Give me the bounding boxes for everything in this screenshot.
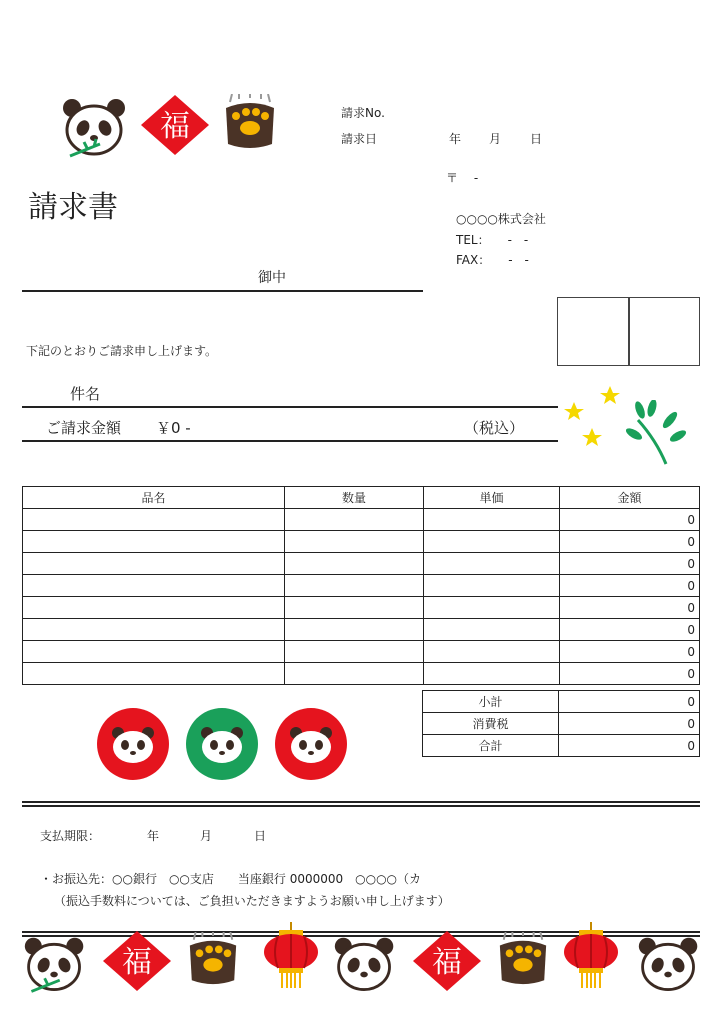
fuku-diamond-icon — [412, 930, 482, 992]
stamp-divider — [628, 297, 630, 366]
date-year: 年 — [449, 132, 462, 146]
cell-item[interactable] — [23, 619, 285, 641]
deadline-day: 日 — [254, 829, 267, 843]
date-day: 日 — [530, 132, 543, 146]
bamboo-icon — [626, 400, 690, 466]
postal-code: 〒 - — [446, 171, 479, 185]
stars-icon — [562, 384, 626, 448]
page-title: 請求書 — [28, 190, 118, 225]
cell-amount[interactable]: 0 — [560, 575, 700, 597]
table-header-row — [23, 487, 700, 509]
lantern-icon — [262, 922, 320, 990]
cell-amount[interactable]: 0 — [560, 597, 700, 619]
cell-qty[interactable] — [285, 641, 424, 663]
amount-label: ご請求金額 — [46, 419, 122, 437]
cell-item[interactable] — [23, 597, 285, 619]
paw-icon — [186, 932, 240, 988]
table-row — [23, 597, 700, 619]
payment-deadline-label: 支払期限： — [40, 829, 101, 843]
cell-qty[interactable] — [285, 553, 424, 575]
cell-price[interactable] — [424, 641, 560, 663]
cell-qty[interactable] — [285, 575, 424, 597]
cell-item[interactable] — [23, 553, 285, 575]
panda-icon — [332, 934, 398, 998]
total-label: 合計 — [423, 735, 559, 757]
cell-price[interactable] — [424, 663, 560, 685]
table-row — [23, 619, 700, 641]
intro-text: 下記のとおりご請求申し上げます。 — [26, 344, 218, 358]
bank-info: ・お振込先：○○銀行 ○○支店 当座銀行 0000000 ○○○○（カ — [40, 872, 422, 886]
cell-amount[interactable]: 0 — [560, 553, 700, 575]
table-row — [23, 663, 700, 685]
cell-item[interactable] — [23, 575, 285, 597]
cell-price[interactable] — [424, 531, 560, 553]
cell-qty[interactable] — [285, 597, 424, 619]
company-name: ○○○○株式会社 — [456, 212, 546, 226]
fuku-diamond-icon — [140, 94, 210, 156]
section-divider — [22, 801, 700, 803]
cell-amount[interactable]: 0 — [560, 509, 700, 531]
cell-qty[interactable] — [285, 619, 424, 641]
table-row — [23, 531, 700, 553]
cell-qty[interactable] — [285, 509, 424, 531]
cell-qty[interactable] — [285, 663, 424, 685]
cell-qty[interactable] — [285, 531, 424, 553]
deadline-month: 月 — [200, 829, 213, 843]
summary-row — [423, 713, 700, 735]
panda-badge-green-icon — [186, 708, 258, 780]
tax-note: （税込） — [464, 419, 525, 437]
invoice-no-label: 請求No. — [341, 106, 385, 120]
panda-icon — [22, 934, 88, 998]
amount-value: ￥0 - — [156, 419, 191, 437]
cell-amount[interactable]: 0 — [560, 641, 700, 663]
invoice-date-label: 請求日 — [341, 132, 378, 146]
cell-price[interactable] — [424, 553, 560, 575]
fuku-char: 福 — [432, 945, 462, 980]
paw-icon — [496, 932, 550, 988]
col-unit-price: 単価 — [424, 487, 560, 509]
panda-badge-red-icon — [275, 708, 347, 780]
lantern-icon — [562, 922, 620, 990]
cell-amount[interactable]: 0 — [560, 531, 700, 553]
cell-price[interactable] — [424, 619, 560, 641]
fuku-diamond-icon — [102, 930, 172, 992]
recipient-honorific: 御中 — [258, 270, 286, 286]
col-item-name: 品名 — [23, 487, 285, 509]
table-row — [23, 575, 700, 597]
paw-icon — [222, 94, 278, 152]
summary-table — [422, 690, 700, 757]
cell-item[interactable] — [23, 641, 285, 663]
deadline-year: 年 — [147, 829, 160, 843]
panda-badge-red-icon — [97, 708, 169, 780]
tax-label: 消費税 — [423, 713, 559, 735]
summary-row — [423, 735, 700, 757]
panda-icon — [636, 934, 702, 998]
cell-price[interactable] — [424, 575, 560, 597]
cell-item[interactable] — [23, 531, 285, 553]
col-quantity: 数量 — [285, 487, 424, 509]
company-fax: FAX： - - — [456, 253, 529, 267]
cell-item[interactable] — [23, 663, 285, 685]
table-row — [23, 509, 700, 531]
table-row — [23, 641, 700, 663]
items-table — [22, 486, 700, 685]
summary-row — [423, 691, 700, 713]
subtotal-value[interactable]: 0 — [559, 691, 700, 713]
cell-item[interactable] — [23, 509, 285, 531]
cell-price[interactable] — [424, 597, 560, 619]
subtotal-label: 小計 — [423, 691, 559, 713]
fuku-char: 福 — [160, 109, 190, 144]
section-divider — [22, 805, 700, 807]
subject-underline — [22, 406, 558, 408]
cell-amount[interactable]: 0 — [560, 619, 700, 641]
tax-value[interactable]: 0 — [559, 713, 700, 735]
company-tel: TEL： - - — [456, 233, 529, 247]
panda-icon — [60, 96, 130, 162]
amount-underline — [22, 440, 558, 442]
total-value[interactable]: 0 — [559, 735, 700, 757]
fuku-char: 福 — [122, 945, 152, 980]
cell-amount[interactable]: 0 — [560, 663, 700, 685]
recipient-underline — [22, 290, 423, 292]
subject-label: 件名 — [70, 385, 101, 403]
date-month: 月 — [489, 132, 502, 146]
cell-price[interactable] — [424, 509, 560, 531]
table-row — [23, 553, 700, 575]
col-amount: 金額 — [560, 487, 700, 509]
fee-note: （振込手数料については、ご負担いただきますようお願い申し上げます） — [54, 894, 450, 908]
